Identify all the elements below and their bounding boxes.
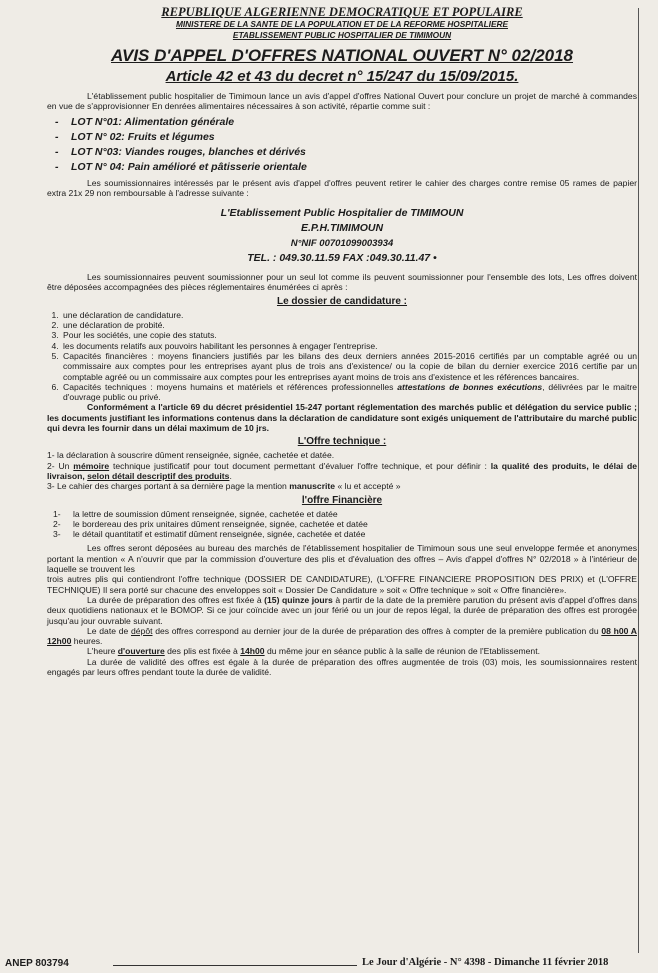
item2-underlined: selon détail descriptif des produits bbox=[87, 470, 230, 481]
duree-paragraph bbox=[47, 595, 637, 626]
ouverture-u: d'ouverture bbox=[117, 646, 165, 657]
ministry-heading: MINISTERE DE LA SANTE DE LA POPULATION ET DE LA REFORME HOSPITALIERE bbox=[175, 19, 509, 29]
duree-post: à partir de la date de la première parution du présent avis d'appel d'offres dans deux quotidiens nationaux et le BOMOP. Si ce jour coïncide avec un jour férié ou un jour de repos légal, la durée de préparation des offres est prorogée jusqu'au jour ouvrable suivant. bbox=[47, 594, 637, 626]
republic-heading: REPUBLIQUE ALGERIENNE DEMOCRATIQUE ET POPULAIRE bbox=[161, 5, 523, 19]
offre-financiere-list bbox=[53, 509, 637, 540]
item2-mid: technique justificatif pour tout document permettant d'évaluer l'offre technique, et pour définir : bbox=[109, 460, 491, 471]
item-text: la lettre de soumission dûment renseignée, signée, cachetée et datée bbox=[73, 508, 338, 519]
dossier-item-6-italic: attestations de bonnes exécutions bbox=[397, 381, 543, 392]
lots-list bbox=[47, 115, 637, 175]
dossier-item: 3. Pour les sociétés, une copie des statuts. bbox=[61, 330, 637, 340]
footer-rule bbox=[113, 965, 357, 966]
date-depot-paragraph bbox=[47, 626, 637, 647]
lot-item: - LOT N° 02: Fruits et légumes bbox=[47, 130, 637, 145]
address-block bbox=[47, 206, 637, 266]
dossier-item-6-tail: , délivrées par le maitre d'ouvrage public ou privé. bbox=[63, 381, 637, 403]
notice-title: AVIS D'APPEL D'OFFRES NATIONAL OUVERT N° 02/2018 bbox=[110, 46, 574, 65]
dossier-item: 5. Capacités financières : moyens financiers justifiés par les bilans des deux derniers années 2015-2016 certifiés par un comptable agréé ou un commissaire aux comptes pour les entreprises ayant plus de trois ans d'existence/ ou la copie de bilan du dernier exercice 2016 certifie par un comptable agréé ou un commissaire aux comptes pour les entreprises ayant moins de trois ans d'existence et les références bancaires. bbox=[61, 351, 637, 382]
dossier-item-6-text: Capacités techniques : moyens humains et matériels et références professionnelles bbox=[63, 381, 394, 392]
item2-end: . bbox=[229, 470, 232, 481]
lot-item: - LOT N°03: Viandes rouges, blanches et dérivés bbox=[47, 145, 637, 160]
item2-memoire: mémoire bbox=[73, 460, 110, 471]
financiere-item bbox=[53, 509, 637, 519]
item2-bold: la qualité des produits, le délai de livraison, bbox=[47, 460, 637, 481]
duree-bold: (15) quinze jours bbox=[264, 594, 333, 605]
date-depot-mid: des offres correspond au dernier jour de la durée de préparation des offres à compter de la première publication du bbox=[152, 625, 602, 636]
offre-technique-item-2 bbox=[47, 461, 637, 482]
offre-technique-title: L'Offre technique : bbox=[297, 436, 387, 448]
dossier-item: 1. une déclaration de candidature. bbox=[61, 310, 637, 320]
submission-paragraph: Les soumissionnaires peuvent soumissionner pour un seul lot comme ils peuvent soumissionner pour l'ensemble des lots, Les offres doivent être déposées accompagnées des pièces réglementaires énumérées ci après : bbox=[47, 272, 637, 293]
item-number: 3- bbox=[53, 529, 61, 540]
depot-paragraph: Les offres seront déposées au bureau des marchés de l'établissement hospitalier de Timimoun sous une seul enveloppe fermée et anonymes portant la mention « A n'ouvrir que par la commission d'ouverture des plis et d'évaluation des offres – Avis d'appel d'offres N° 02/2018 » à l'intérieur de laquelle se trouvent les bbox=[47, 543, 637, 575]
ouverture-post: du même jour en séance public à la salle de réunion de l'Etablissement. bbox=[264, 646, 540, 657]
anep-reference: ANEP 803794 bbox=[5, 958, 69, 969]
item-number: 2- bbox=[53, 518, 61, 529]
offre-technique-item-3 bbox=[47, 481, 637, 491]
address-name: L'Etablissement Public Hospitalier de TIMIMOUN bbox=[220, 207, 464, 220]
dossier-item: 2. une déclaration de probité. bbox=[61, 320, 637, 330]
retrieval-paragraph: Les soumissionnaires intéressés par le présent avis d'appel d'offres peuvent retirer le cahier des charges contre remise 05 rames de papier extra 21x 29 non remboursable à l'adresse suivante : bbox=[47, 177, 637, 198]
dossier-title: Le dossier de candidature : bbox=[276, 295, 408, 307]
date-depot-bold: 08 h00 A 12h00 bbox=[47, 625, 638, 647]
financiere-item bbox=[53, 529, 637, 539]
offre-technique-item-1: 1- la déclaration à souscrire dûment renseignée, signée, cachetée et datée. bbox=[47, 450, 335, 461]
conformement-paragraph: Conformément a l'article 69 du décret présidentiel 15-247 portant réglementation des marchés public et délégation du service public ; les documents justifiant les informations contenus dans la déclaration de candidature sont exigés uniquement de l'attributaire du marché public qui devra les fournir dans un délai maximum de 10 jrs. bbox=[47, 402, 637, 434]
column-rule bbox=[638, 8, 639, 953]
date-depot-pre: Le date de bbox=[87, 625, 131, 636]
address-nif: N°NIF 00701099003934 bbox=[290, 238, 394, 250]
item3-end: « lu et accepté » bbox=[335, 481, 401, 492]
item3-bold: manuscrite bbox=[289, 481, 336, 492]
dossier-item-6 bbox=[61, 382, 637, 403]
plis-paragraph: trois autres plis qui contiendront l'offre technique (DOSSIER DE CANDIDATURE), (L'OFFRE FINANCIERE PROPOSITION DES PRIX) et (L'OFFRE TECHNIQUE) Il sera porté sur chacune des enveloppes soit « Dossier De Candidature » soit « Offre technique » soit « Offre financière». bbox=[47, 574, 637, 595]
validite-paragraph: La durée de validité des offres est égale à la durée de préparation des offres augmentée de trois (03) mois, les soumissionnaires restent engagés par leurs offres pendant toute la durée de validité. bbox=[47, 656, 637, 677]
lot-item: - LOT N°01: Alimentation générale bbox=[47, 115, 637, 130]
ouverture-paragraph bbox=[47, 646, 637, 656]
item3-pre: 3- Le cahier des charges portant à sa dernière page la mention bbox=[47, 481, 290, 492]
item2-pre: 2- Un bbox=[47, 460, 74, 471]
notice-subtitle: Article 42 et 43 du decret n° 15/247 du 15/09/2015. bbox=[165, 68, 519, 85]
address-short: E.P.H.TIMIMOUN bbox=[300, 222, 384, 235]
financiere-item bbox=[53, 519, 637, 529]
ouverture-mid: des plis est fixée à bbox=[164, 646, 241, 657]
ouverture-bold: 14h00 bbox=[240, 646, 265, 657]
intro-paragraph: L'établissement public hospitalier de Timimoun lance un avis d'appel d'offres National Ouvert pour conclure un projet de marché à commandes en vue de s'approvisionner En denrées alimentaires nécessaires à son activité, répartie comme suit : bbox=[47, 91, 637, 112]
notice-column bbox=[47, 2, 637, 677]
establishment-heading: ETABLISSEMENT PUBLIC HOSPITALIER DE TIMIMOUN bbox=[232, 30, 452, 40]
date-depot-u: dépôt bbox=[130, 625, 153, 636]
duree-pre: La durée de préparation des offres est fixée à bbox=[87, 594, 265, 605]
date-depot-post: heures. bbox=[71, 636, 103, 647]
dossier-item: 4. les documents relatifs aux pouvoirs habilitant les personnes à engager l'entreprise. bbox=[61, 341, 637, 351]
page-footer bbox=[5, 956, 653, 972]
ouverture-pre: L'heure bbox=[87, 646, 118, 657]
newspaper-source: Le Jour d'Algérie - N° 4398 - Dimanche 11 février 2018 bbox=[362, 957, 609, 968]
item-text: le détail quantitatif et estimatif dûment renseignée, signée, cachetée et datée bbox=[73, 529, 366, 540]
address-tel: TEL. : 049.30.11.59 FAX :049.30.11.47 • bbox=[247, 252, 437, 265]
lot-item: - LOT N° 04: Pain amélioré et pâtisserie orientale bbox=[47, 160, 637, 175]
offre-financiere-title: l'offre Financière bbox=[301, 494, 383, 506]
item-number: 1- bbox=[53, 508, 61, 519]
dossier-list bbox=[47, 310, 637, 403]
item-text: le bordereau des prix unitaires dûment renseignée, signée, cachetée et datée bbox=[73, 518, 368, 529]
